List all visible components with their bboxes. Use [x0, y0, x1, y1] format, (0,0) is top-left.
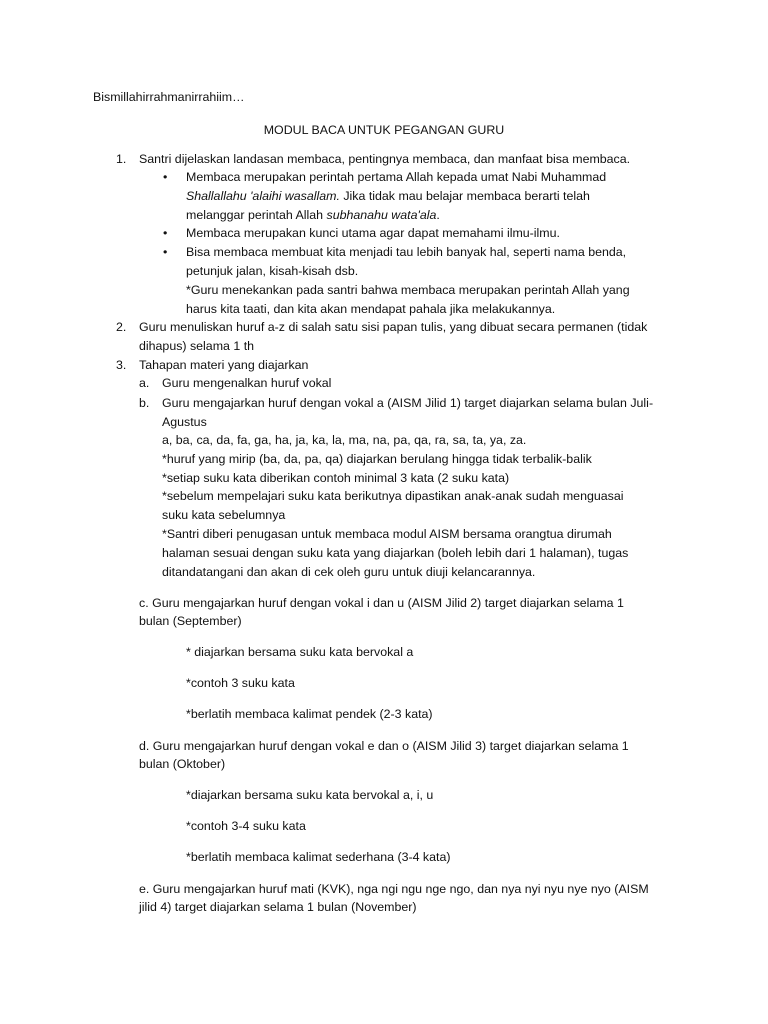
page-title: MODUL BACA UNTUK PEGANGAN GURU	[263, 123, 505, 137]
sub-d-line-2: bulan (Oktober)	[139, 757, 226, 771]
section-2-line-1: Guru menuliskan huruf a-z di salah satu sisi papan tulis, yang dibuat secara permanen (tidak	[139, 320, 648, 334]
sub-a-text: Guru mengenalkan huruf vokal	[162, 376, 332, 390]
sub-b-line: *Santri diberi penugasan untuk membaca modul AISM bersama orangtua dirumah	[162, 527, 612, 541]
sub-c-note: *berlatih membaca kalimat pendek (2-3 kata)	[186, 707, 433, 721]
sub-b-line: Agustus	[162, 415, 207, 429]
section-1-text: Santri dijelaskan landasan membaca, pentingnya membaca, dan manfaat bisa membaca.	[139, 152, 631, 166]
sub-b-line: a, ba, ca, da, fa, ga, ha, ja, ka, la, ma, na, pa, qa, ra, sa, ta, ya, za.	[162, 433, 527, 447]
sub-label-b: b.	[139, 396, 150, 410]
bullet-icon: •	[163, 245, 168, 259]
list-number-2: 2.	[116, 320, 127, 334]
list-number-1: 1.	[116, 152, 127, 166]
bullet-1-line-3: melanggar perintah Allah subhanahu wata'ala.	[186, 208, 440, 222]
sub-d-note: *diajarkan bersama suku kata bervokal a, i, u	[186, 788, 434, 802]
bullet-1-line-2: Shallallahu 'alaihi wasallam. Jika tidak mau belajar membaca berarti telah	[186, 189, 590, 203]
note-line-2: harus kita taati, dan kita akan mendapat pahala jika melakukannya.	[186, 302, 556, 316]
list-number-3: 3.	[116, 358, 127, 372]
sub-e-line-2: jilid 4) target diajarkan selama 1 bulan (November)	[139, 900, 417, 914]
bullet-3-line-1: Bisa membaca membuat kita menjadi tau lebih banyak hal, seperti nama benda,	[186, 245, 627, 259]
sub-label-a: a.	[139, 376, 150, 390]
sub-c-line-2: bulan (September)	[139, 614, 242, 628]
greeting-text: Bismillahirrahmanirrahiim…	[93, 90, 245, 104]
sub-b-line: *sebelum mempelajari suku kata berikutnya dipastikan anak-anak sudah menguasai	[162, 489, 624, 503]
bullet-3-line-2: petunjuk jalan, kisah-kisah dsb.	[186, 264, 359, 278]
note-line-1: *Guru menekankan pada santri bahwa membaca merupakan perintah Allah yang	[186, 283, 630, 297]
bullet-1-line-1: Membaca merupakan perintah pertama Allah kepada umat Nabi Muhammad	[186, 170, 607, 184]
bullet-icon: •	[163, 226, 168, 240]
sub-b-line: suku kata sebelumnya	[162, 508, 286, 522]
sub-d-line-1: d. Guru mengajarkan huruf dengan vokal e dan o (AISM Jilid 3) target diajarkan selama 1	[139, 739, 629, 753]
sub-d-note: *berlatih membaca kalimat sederhana (3-4 kata)	[186, 850, 451, 864]
sub-d-note: *contoh 3-4 suku kata	[186, 819, 306, 833]
section-2-line-2: dihapus) selama 1 th	[139, 339, 255, 353]
sub-b-line: halaman sesuai dengan suku kata yang diajarkan (boleh lebih dari 1 halaman), tugas	[162, 546, 629, 560]
sub-c-note: * diajarkan bersama suku kata bervokal a	[186, 645, 414, 659]
sub-b-line: *setiap suku kata diberikan contoh minimal 3 kata (2 suku kata)	[162, 471, 510, 485]
bullet-icon: •	[163, 170, 168, 184]
bullet-2-text: Membaca merupakan kunci utama agar dapat memahami ilmu-ilmu.	[186, 226, 560, 240]
sub-b-line: Guru mengajarkan huruf dengan vokal a (AISM Jilid 1) target diajarkan selama bulan Juli-	[162, 396, 654, 410]
sub-c-note: *contoh 3 suku kata	[186, 676, 295, 690]
sub-b-line: ditandatangani dan akan di cek oleh guru untuk diuji kelancarannya.	[162, 565, 536, 579]
sub-c-line-1: c. Guru mengajarkan huruf dengan vokal i dan u (AISM Jilid 2) target diajarkan selama 1	[139, 596, 624, 610]
section-3-text: Tahapan materi yang diajarkan	[139, 358, 309, 372]
sub-b-line: *huruf yang mirip (ba, da, pa, qa) diajarkan berulang hingga tidak terbalik-balik	[162, 452, 592, 466]
sub-e-line-1: e. Guru mengajarkan huruf mati (KVK), nga ngi ngu nge ngo, dan nya nyi nyu nye nyo (AISM	[139, 882, 649, 896]
